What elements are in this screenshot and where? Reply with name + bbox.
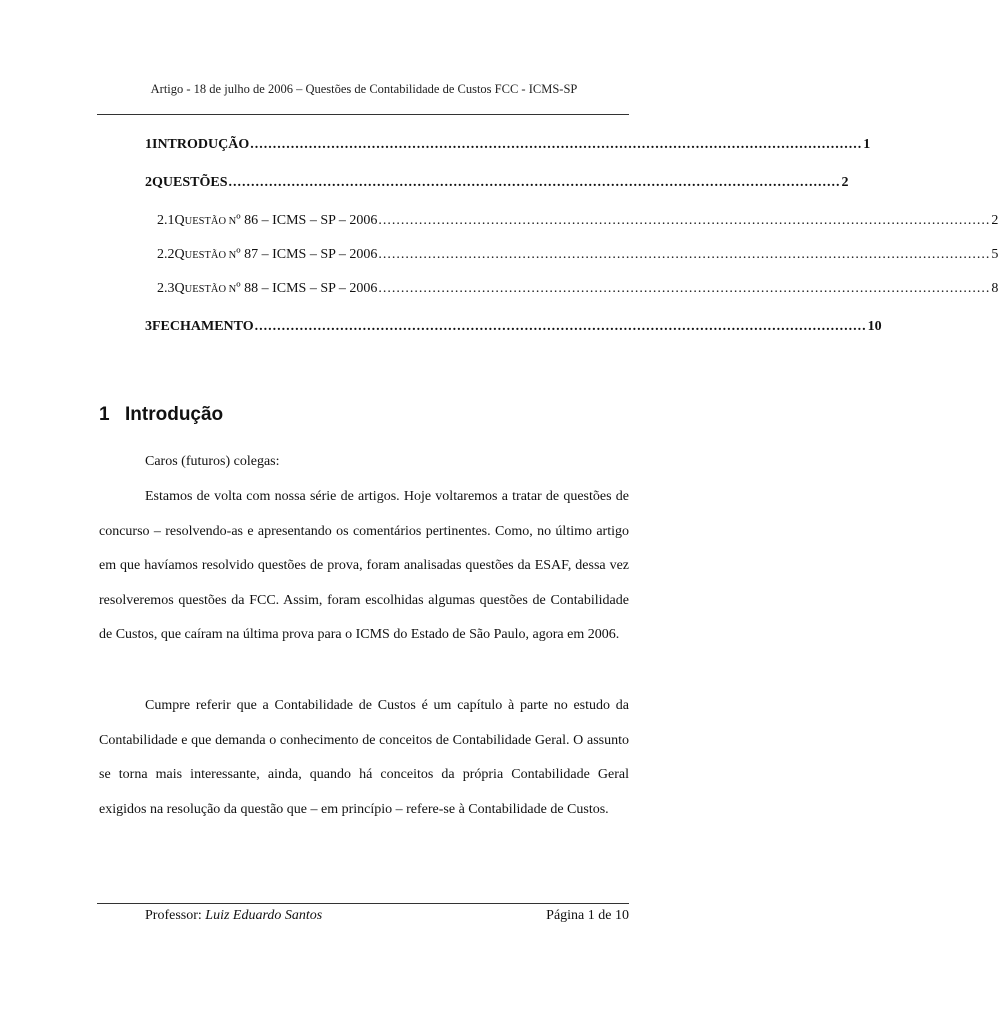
toc-leader-dots: ........................................................................................................................................ [378,247,991,262]
toc-entry-page: 1 [863,137,871,152]
author-name: Luiz Eduardo Santos [205,908,323,923]
toc-entry-title: QUESTÃO Nº 87 – ICMS – SP – 2006 [174,247,378,262]
toc-entry-questao-87[interactable] [157,247,998,265]
toc-entry-introducao[interactable] [145,137,871,155]
section-number: 1 [99,404,110,425]
page-number: Página 1 de 10 [546,908,629,923]
body-paragraph-2: Cumpre referir que a Contabilidade de Custos é um capítulo à parte no estudo da Contabilidade e que demanda o conhecimento de conceitos de Contabilidade Geral. O assunto se torna mais interessante, ainda, quando há conceitos da própria Contabilidade Geral exigidos na resolução da questão que – em princípio – refere-se à Contabilidade de Custos. [99,698,629,817]
author-credit: Professor: Luiz Eduardo Santos [145,908,323,923]
toc-entry-page: 10 [867,319,882,334]
toc-entry-number: 2.1 [157,213,175,228]
page-footer [145,908,629,924]
toc-entry-questoes[interactable] [145,175,849,193]
running-header: Artigo - 18 de julho de 2006 – Questões de Contabilidade de Custos FCC - ICMS-SP [150,82,578,96]
toc-entry-page: 5 [991,247,998,262]
toc-entry-title: FECHAMENTO [152,319,254,334]
toc-entry-number: 2 [145,175,152,190]
toc-entry-number: 1 [145,137,152,152]
footer-rule [97,903,629,904]
toc-leader-dots: ........................................................................................................................................ [378,213,991,228]
toc-entry-title: QUESTÃO Nº 86 – ICMS – SP – 2006 [174,213,378,228]
toc-entry-title: QUESTÕES [152,175,228,190]
greeting-paragraph: Caros (futuros) colegas: [145,454,280,469]
section-title: Introdução [125,404,224,425]
toc-entry-page: 2 [841,175,849,190]
toc-entry-title: INTRODUÇÃO [152,137,250,152]
toc-leader-dots: ........................................................................................................................................ [378,281,991,296]
toc-entry-questao-86[interactable] [157,213,998,231]
toc-entry-questao-88[interactable] [157,281,998,299]
toc-entry-number: 3 [145,319,152,334]
toc-entry-number: 2.3 [157,281,175,296]
toc-entry-number: 2.2 [157,247,175,262]
toc-entry-title: QUESTÃO Nº 88 – ICMS – SP – 2006 [174,281,378,296]
toc-leader-dots: ........................................................................................................................................ [228,175,841,190]
toc-entry-page: 2 [991,213,998,228]
toc-entry-fechamento[interactable] [145,319,882,337]
header-rule [97,114,629,115]
toc-leader-dots: ........................................................................................................................................ [250,137,863,152]
body-paragraph-1: Estamos de volta com nossa série de artigos. Hoje voltaremos a tratar de questões de concurso – resolvendo-as e apresentando os comentários pertinentes. Como, no último artigo em que havíamos resolvido questões de prova, foram analisadas questões da ESAF, dessa vez resolveremos questões da FCC. Assim, foram escolhidas algumas questões de Contabilidade de Custos, que caíram na última prova para o ICMS do Estado de São Paulo, agora em 2006. [99,489,629,642]
toc-leader-dots: ........................................................................................................................................ [254,319,867,334]
section-heading [99,404,223,426]
toc-entry-page: 8 [991,281,998,296]
